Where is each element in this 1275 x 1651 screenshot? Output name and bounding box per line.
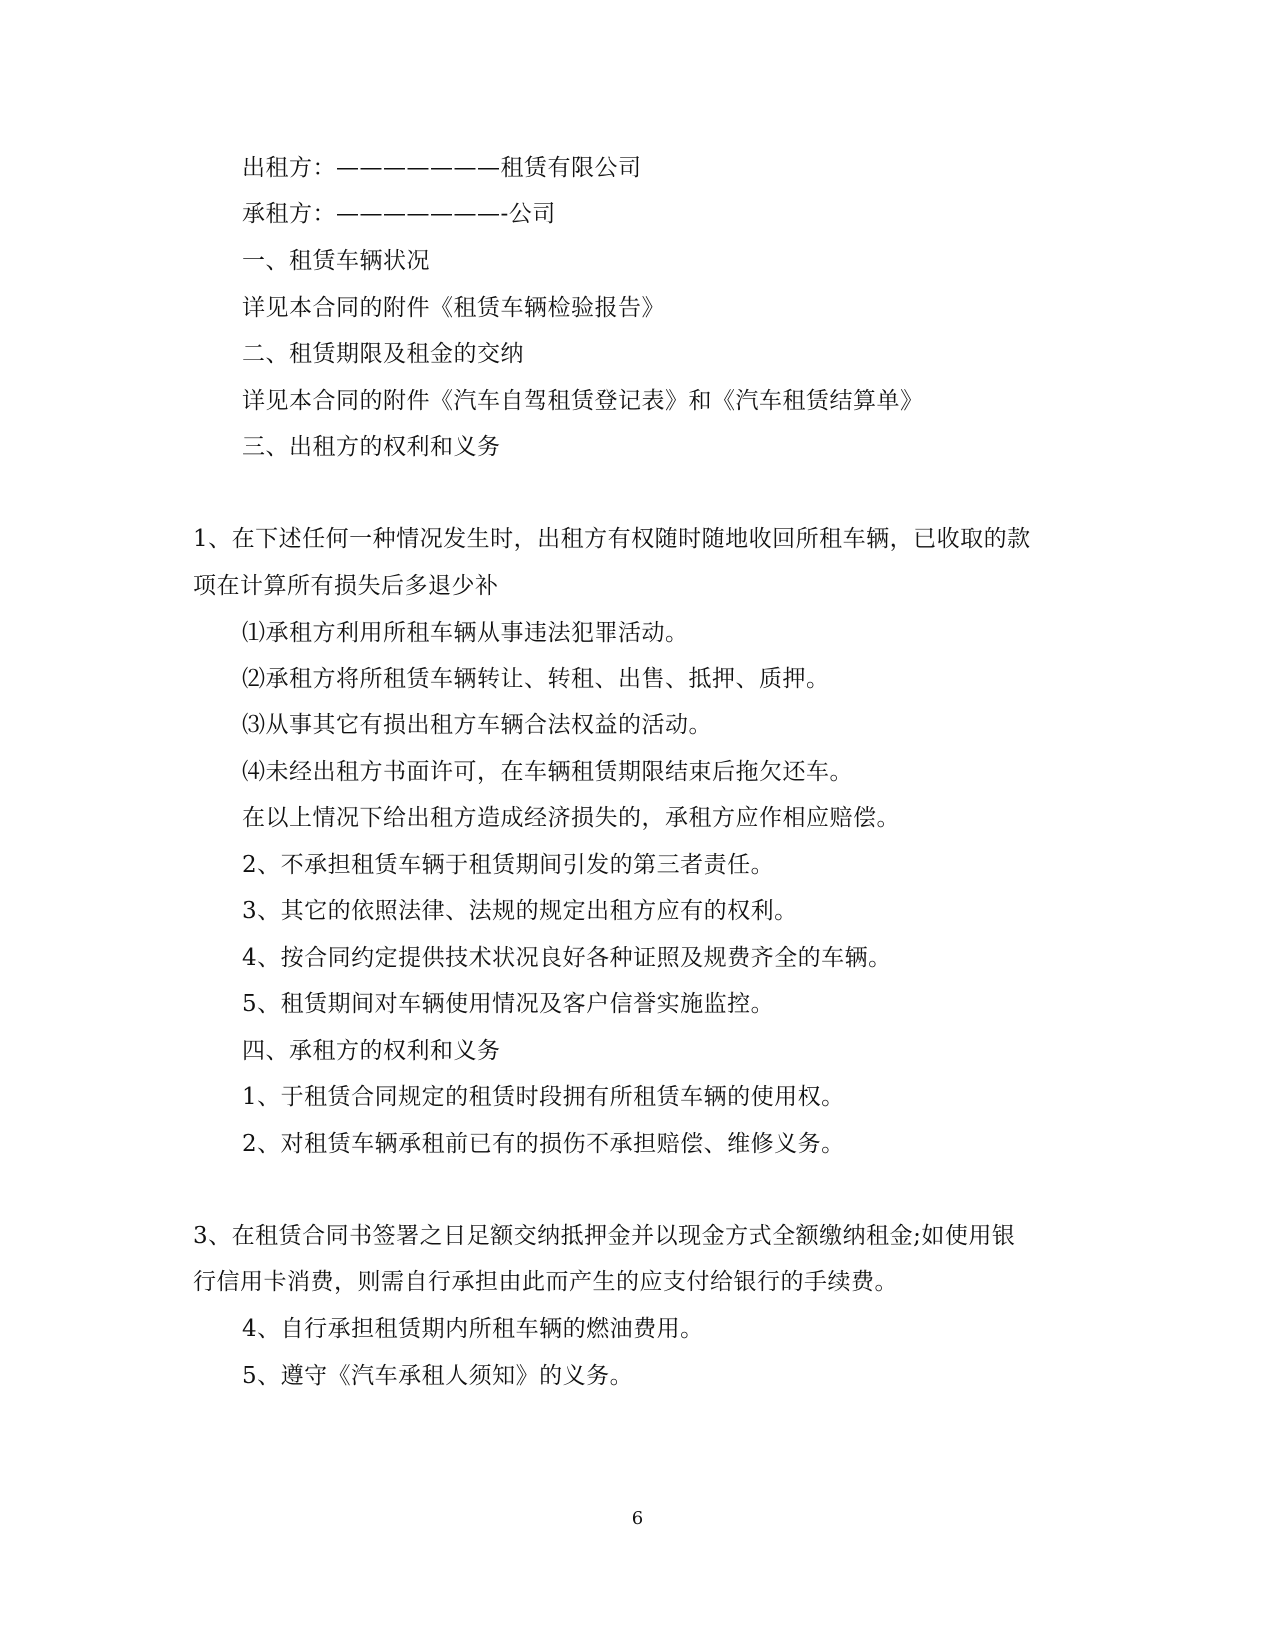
paragraph: 详见本合同的附件《汽车自驾租赁登记表》和《汽车租赁结算单》 [242,388,924,414]
clause-line: 3、在租赁合同书签署之日足额交纳抵押金并以现金方式全额缴纳租金;如使用银 [193,1223,1016,1249]
list-item: 5、租赁期间对车辆使用情况及客户信誉实施监控。 [242,991,775,1017]
clause-line: 项在计算所有损失后多退少补 [193,573,499,599]
paragraph: 在以上情况下给出租方造成经济损失的，承租方应作相应赔偿。 [242,805,900,831]
list-item: 4、自行承担租赁期内所租车辆的燃油费用。 [242,1316,704,1342]
section-heading: 一、租赁车辆状况 [242,248,430,274]
clause-line: 行信用卡消费，则需自行承担由此而产生的应支付给银行的手续费。 [193,1269,898,1295]
section-heading: 二、租赁期限及租金的交纳 [242,341,524,367]
list-item: 2、不承担租赁车辆于租赁期间引发的第三者责任。 [242,852,775,878]
lessee-line: 承租方：———————-公司 [242,201,556,227]
list-item: 4、按合同约定提供技术状况良好各种证照及规费齐全的车辆。 [242,945,892,971]
list-item: ⑵承租方将所租赁车辆转让、转租、出售、抵押、质押。 [242,666,830,692]
lessor-line: 出租方：———————租赁有限公司 [242,155,642,181]
clause-line: 1、在下述任何一种情况发生时，出租方有权随时随地收回所租车辆，已收取的款 [193,526,1031,552]
list-item: ⑷未经出租方书面许可，在车辆租赁期限结束后拖欠还车。 [242,759,853,785]
list-item: ⑶从事其它有损出租方车辆合法权益的活动。 [242,712,712,738]
section-heading: 四、承租方的权利和义务 [242,1038,501,1064]
paragraph: 详见本合同的附件《租赁车辆检验报告》 [242,295,665,321]
page-number: 6 [631,1508,644,1529]
list-item: 5、遵守《汽车承租人须知》的义务。 [242,1363,634,1389]
list-item: 3、其它的依照法律、法规的规定出租方应有的权利。 [242,898,798,924]
section-heading: 三、出租方的权利和义务 [242,434,501,460]
list-item: 1、于租赁合同规定的租赁时段拥有所租赁车辆的使用权。 [242,1084,845,1110]
list-item: 2、对租赁车辆承租前已有的损伤不承担赔偿、维修义务。 [242,1131,845,1157]
list-item: ⑴承租方利用所租车辆从事违法犯罪活动。 [242,620,689,646]
